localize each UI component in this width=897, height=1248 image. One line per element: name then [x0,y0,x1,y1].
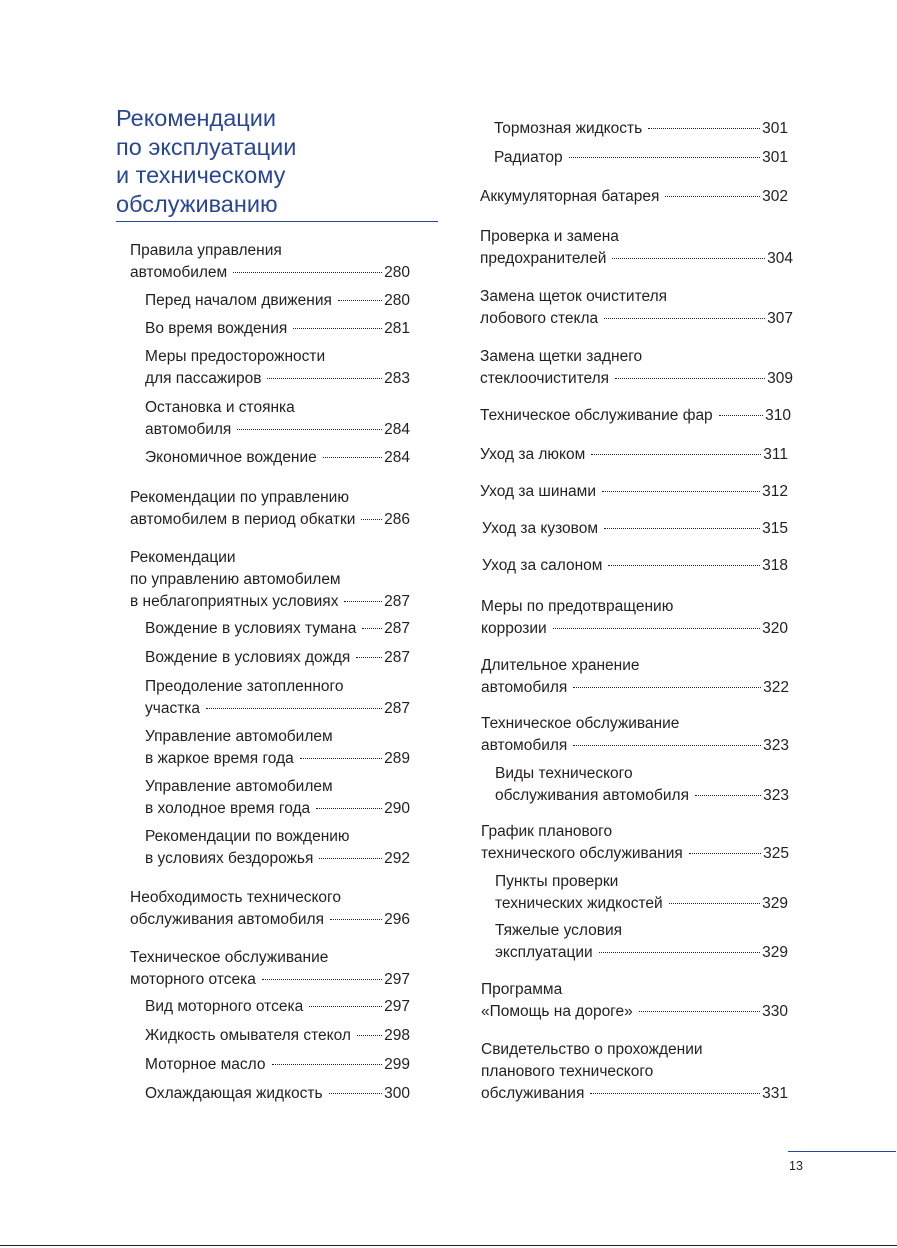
toc-dot-leader [612,258,765,259]
toc-entry-title: Уход за кузовом [482,520,598,537]
toc-entry [145,397,410,441]
toc-entry-line [145,726,410,748]
toc-page-number: 287 [384,649,410,666]
toc-entry-title: Длительное хранение [481,657,640,674]
toc-entry-line [481,821,789,843]
toc-entry [495,763,789,807]
toc-entry [145,1054,410,1076]
toc-entry-line [145,1025,410,1047]
toc-entry-title: Охлаждающая жидкость [145,1085,323,1102]
toc-entry [495,920,788,964]
toc-dot-leader [357,1035,382,1036]
toc-dot-leader [689,853,761,854]
toc-entry-line [130,487,410,509]
toc-entry-title: Уход за люком [480,446,586,463]
toc-dot-leader [573,745,761,746]
toc-page-number: 323 [763,737,789,754]
toc-page-number: 298 [384,1027,410,1044]
toc-dot-leader [648,128,760,129]
toc-dot-leader [573,687,761,688]
toc-entry-line [480,405,791,427]
toc-entry-title: в холодное время года [145,800,311,817]
toc-entry-title: Вождение в условиях тумана [145,620,357,637]
title-divider [116,221,438,222]
toc-entry-line [482,518,788,540]
toc-dot-leader [591,454,761,455]
toc-entry [480,444,788,466]
toc-entry-title: Техническое обслуживание [130,949,329,966]
toc-entry [145,776,410,820]
toc-entry [145,826,410,870]
toc-page-number: 297 [384,998,410,1015]
toc-entry-title: Экономичное вождение [145,449,317,466]
toc-page-number: 311 [763,446,788,463]
toc-entry-line [130,262,410,284]
toc-entry-title: моторного отсека [130,971,256,988]
toc-entry [145,676,410,720]
toc-entry-title: Преодоление затопленного [145,678,344,695]
toc-entry-line [480,248,793,270]
toc-dot-leader [553,628,760,629]
toc-entry-title: Перед началом движения [145,292,332,309]
toc-dot-leader [361,519,382,520]
toc-entry-title: Замена щеток очистителя [480,288,668,305]
toc-entry-line [145,346,410,368]
toc-dot-leader [329,1093,383,1094]
toc-entry-line [145,676,410,698]
toc-page-number: 280 [384,264,410,281]
toc-entry-title: обслуживания [481,1085,585,1102]
toc-page-number: 329 [762,895,788,912]
toc-entry-line [145,447,410,469]
toc-entry-title: автомобиля [481,737,568,754]
toc-entry-line [495,893,788,915]
page-bottom-border [0,1245,897,1246]
toc-page-number: 284 [384,449,410,466]
toc-entry-line [130,887,410,909]
toc-dot-leader [237,429,382,430]
toc-dot-leader [602,491,760,492]
toc-entry-title: Рекомендации [130,549,236,566]
toc-entry-title: Уход за салоном [482,557,603,574]
toc-entry-line [495,785,789,807]
toc-entry-title: автомобиля [145,421,232,438]
toc-entry [481,1039,788,1105]
toc-entry-line [495,942,788,964]
toc-page-number: 286 [384,511,410,528]
toc-entry [145,346,410,390]
toc-entry-line [145,776,410,798]
toc-entry [480,226,793,270]
toc-entry-title: Аккумуляторная батарея [480,188,660,205]
toc-entry-line [495,763,789,785]
toc-entry-line [145,1054,410,1076]
toc-entry-title: Жидкость омывателя стекол [145,1027,351,1044]
toc-entry-title: Пункты проверки [495,873,619,890]
toc-page-number: 309 [767,370,793,387]
toc-page-number: 315 [762,520,788,537]
toc-page-number: 325 [763,845,789,862]
toc-entry-line [145,618,410,640]
toc-entry-title: Правила управления [130,242,282,259]
toc-entry-title: Рекомендации по управлению [130,489,349,506]
toc-page-number: 331 [762,1085,788,1102]
toc-entry-line [130,909,410,931]
toc-entry-title: Меры по предотвращению [481,598,674,615]
toc-entry-title: График планового [481,823,613,840]
toc-entry-line [130,240,410,262]
toc-page-number: 280 [384,292,410,309]
toc-entry-line [481,655,789,677]
toc-entry-title: Управление автомобилем [145,728,333,745]
toc-entry-line [145,647,410,669]
toc-page-number: 301 [762,120,788,137]
toc-entry [481,713,789,757]
toc-page-number: 322 [763,679,789,696]
toc-entry-title: стеклоочистителя [480,370,610,387]
toc-dot-leader [330,919,382,920]
toc-entry [480,481,788,503]
toc-entry-line [130,947,410,969]
footer-divider [788,1151,896,1152]
toc-page-number: 301 [762,149,788,166]
toc-entry [481,821,789,865]
toc-entry-title: в условиях бездорожья [145,850,314,867]
toc-entry [145,290,410,312]
toc-entry-title: Во время вождения [145,320,288,337]
toc-page-number: 307 [767,310,793,327]
toc-entry-line [130,591,410,613]
toc-page-number: 302 [762,188,788,205]
toc-dot-leader [316,808,382,809]
toc-dot-leader [293,328,382,329]
toc-entry-line [481,618,788,640]
toc-entry [130,547,410,613]
toc-entry [482,518,788,540]
toc-dot-leader [206,708,382,709]
toc-entry [145,726,410,770]
toc-entry [480,286,793,330]
toc-entry-title: Вождение в условиях дождя [145,649,351,666]
toc-page-number: 323 [763,787,789,804]
toc-entry [494,118,788,140]
toc-page-number: 283 [384,370,410,387]
toc-entry [480,405,791,427]
toc-page-number: 287 [384,593,410,610]
toc-entry-line [481,713,789,735]
toc-page-number: 312 [762,483,788,500]
toc-entry-title: для пассажиров [145,370,262,387]
toc-entry-line [145,397,410,419]
toc-entry-title: обслуживания автомобиля [495,787,689,804]
toc-entry-title: Радиатор [494,149,563,166]
toc-entry-line [145,368,410,390]
toc-entry [482,555,788,577]
toc-entry-line [145,318,410,340]
toc-entry-title: Рекомендации по вождению [145,828,350,845]
toc-entry-title: по управлению автомобилем [130,571,341,588]
toc-entry-title: Необходимость технического [130,889,341,906]
toc-dot-leader [338,300,382,301]
toc-dot-leader [569,157,761,158]
toc-entry [495,871,788,915]
toc-entry-line [481,1061,788,1083]
toc-dot-leader [639,1011,760,1012]
toc-page-number: 310 [765,407,791,424]
toc-entry-title: Свидетельство о прохождении [481,1041,703,1058]
toc-page-number: 281 [384,320,410,337]
toc-dot-leader [344,601,382,602]
toc-entry-title: автомобиля [481,679,568,696]
toc-entry-title: участка [145,700,201,717]
toc-page-number: 287 [384,620,410,637]
toc-entry-title: эксплуатации [495,944,593,961]
toc-page-number: 297 [384,971,410,988]
toc-page-number: 290 [384,800,410,817]
toc-dot-leader [604,318,765,319]
toc-page-number: 300 [384,1085,410,1102]
toc-entry-line [480,481,788,503]
toc-entry-line [145,798,410,820]
toc-entry-title: Тяжелые условия [495,922,623,939]
toc-entry-line [481,979,788,1001]
toc-entry [130,487,410,531]
toc-entry-title: коррозии [481,620,547,637]
toc-dot-leader [590,1093,760,1094]
toc-entry-title: Виды технического [495,765,633,782]
toc-page-number: 287 [384,700,410,717]
toc-entry-line [481,843,789,865]
toc-entry-title: технического обслуживания [481,845,683,862]
toc-entry [145,996,410,1018]
toc-entry-line [481,1001,788,1023]
toc-dot-leader [695,795,761,796]
toc-entry-line [481,1039,788,1061]
toc-entry [145,318,410,340]
toc-dot-leader [608,565,760,566]
toc-entry-line [480,226,793,248]
toc-page-number: 292 [384,850,410,867]
toc-entry-title: в жаркое время года [145,750,294,767]
toc-dot-leader [272,1064,383,1065]
toc-dot-leader [719,415,763,416]
toc-entry [481,596,788,640]
toc-entry-line [481,1083,788,1105]
toc-dot-leader [319,858,382,859]
toc-dot-leader [604,528,760,529]
toc-entry-title: автомобилем в период обкатки [130,511,356,528]
toc-page-number: 299 [384,1056,410,1073]
toc-entry-title: Моторное масло [145,1056,266,1073]
toc-entry-line [495,871,788,893]
toc-page-number: 289 [384,750,410,767]
toc-entry-line [480,444,788,466]
toc-entry [130,947,410,991]
toc-entry-line [145,848,410,870]
toc-entry-title: Вид моторного отсека [145,998,304,1015]
toc-entry-title: лобового стекла [480,310,599,327]
toc-entry-line [130,969,410,991]
toc-entry [145,618,410,640]
toc-entry [130,887,410,931]
toc-dot-leader [233,272,382,273]
toc-entry [145,447,410,469]
toc-entry-line [130,569,410,591]
toc-dot-leader [262,979,382,980]
toc-entry-line [481,596,788,618]
toc-entry-title: Управление автомобилем [145,778,333,795]
toc-entry [480,346,793,390]
toc-entry-title: в неблагоприятных условиях [130,593,339,610]
toc-entry-line [480,308,793,330]
toc-entry-line [145,698,410,720]
toc-page-number: 284 [384,421,410,438]
toc-entry-line [145,419,410,441]
toc-entry-line [480,368,793,390]
toc-entry-line [130,509,410,531]
toc-entry-line [481,735,789,757]
toc-page-number: 329 [762,944,788,961]
toc-entry [481,979,788,1023]
toc-entry-title: планового технического [481,1063,654,1080]
toc-entry-title: Программа [481,981,563,998]
toc-page-number: 296 [384,911,410,928]
toc-entry-line [145,996,410,1018]
toc-entry-title: предохранителей [480,250,607,267]
toc-dot-leader [665,196,760,197]
toc-entry-title: Техническое обслуживание [481,715,680,732]
toc-entry-line [494,118,788,140]
toc-entry-title: Уход за шинами [480,483,596,500]
toc-entry [481,655,789,699]
toc-entry-title: «Помощь на дороге» [481,1003,633,1020]
toc-entry-title: Замена щетки заднего [480,348,643,365]
toc-entry-line [480,186,788,208]
toc-entry [480,186,788,208]
toc-page-number: 320 [762,620,788,637]
toc-entry-line [145,826,410,848]
toc-entry-line [495,920,788,942]
toc-entry-title: автомобилем [130,264,228,281]
toc-entry [145,647,410,669]
toc-dot-leader [267,378,382,379]
toc-entry [145,1083,410,1105]
toc-entry [130,240,410,284]
toc-dot-leader [356,657,382,658]
toc-entry-title: технических жидкостей [495,895,663,912]
section-title: Рекомендации по эксплуатации и техническому обслуживанию [116,105,297,217]
toc-entry-title: обслуживания автомобиля [130,911,324,928]
toc-entry [494,147,788,169]
toc-entry-title: Тормозная жидкость [494,120,643,137]
toc-entry-line [480,286,793,308]
toc-page-number: 304 [767,250,793,267]
toc-dot-leader [323,457,382,458]
toc-entry-line [481,677,789,699]
toc-page-number: 318 [762,557,788,574]
toc-page-number: 330 [762,1003,788,1020]
page-number: 13 [789,1159,803,1173]
toc-entry-line [482,555,788,577]
toc-entry-line [480,346,793,368]
toc-dot-leader [615,378,765,379]
toc-entry-line [130,547,410,569]
toc-dot-leader [300,758,382,759]
toc-entry-line [494,147,788,169]
toc-entry-line [145,748,410,770]
toc-entry-title: Техническое обслуживание фар [480,407,713,424]
toc-entry-title: Меры предосторожности [145,348,326,365]
toc-entry-title: Проверка и замена [480,228,619,245]
toc-entry [145,1025,410,1047]
toc-dot-leader [309,1006,382,1007]
toc-dot-leader [599,952,760,953]
toc-entry-line [145,1083,410,1105]
toc-entry-title: Остановка и стоянка [145,399,295,416]
toc-dot-leader [362,628,382,629]
toc-entry-line [145,290,410,312]
toc-dot-leader [669,903,760,904]
